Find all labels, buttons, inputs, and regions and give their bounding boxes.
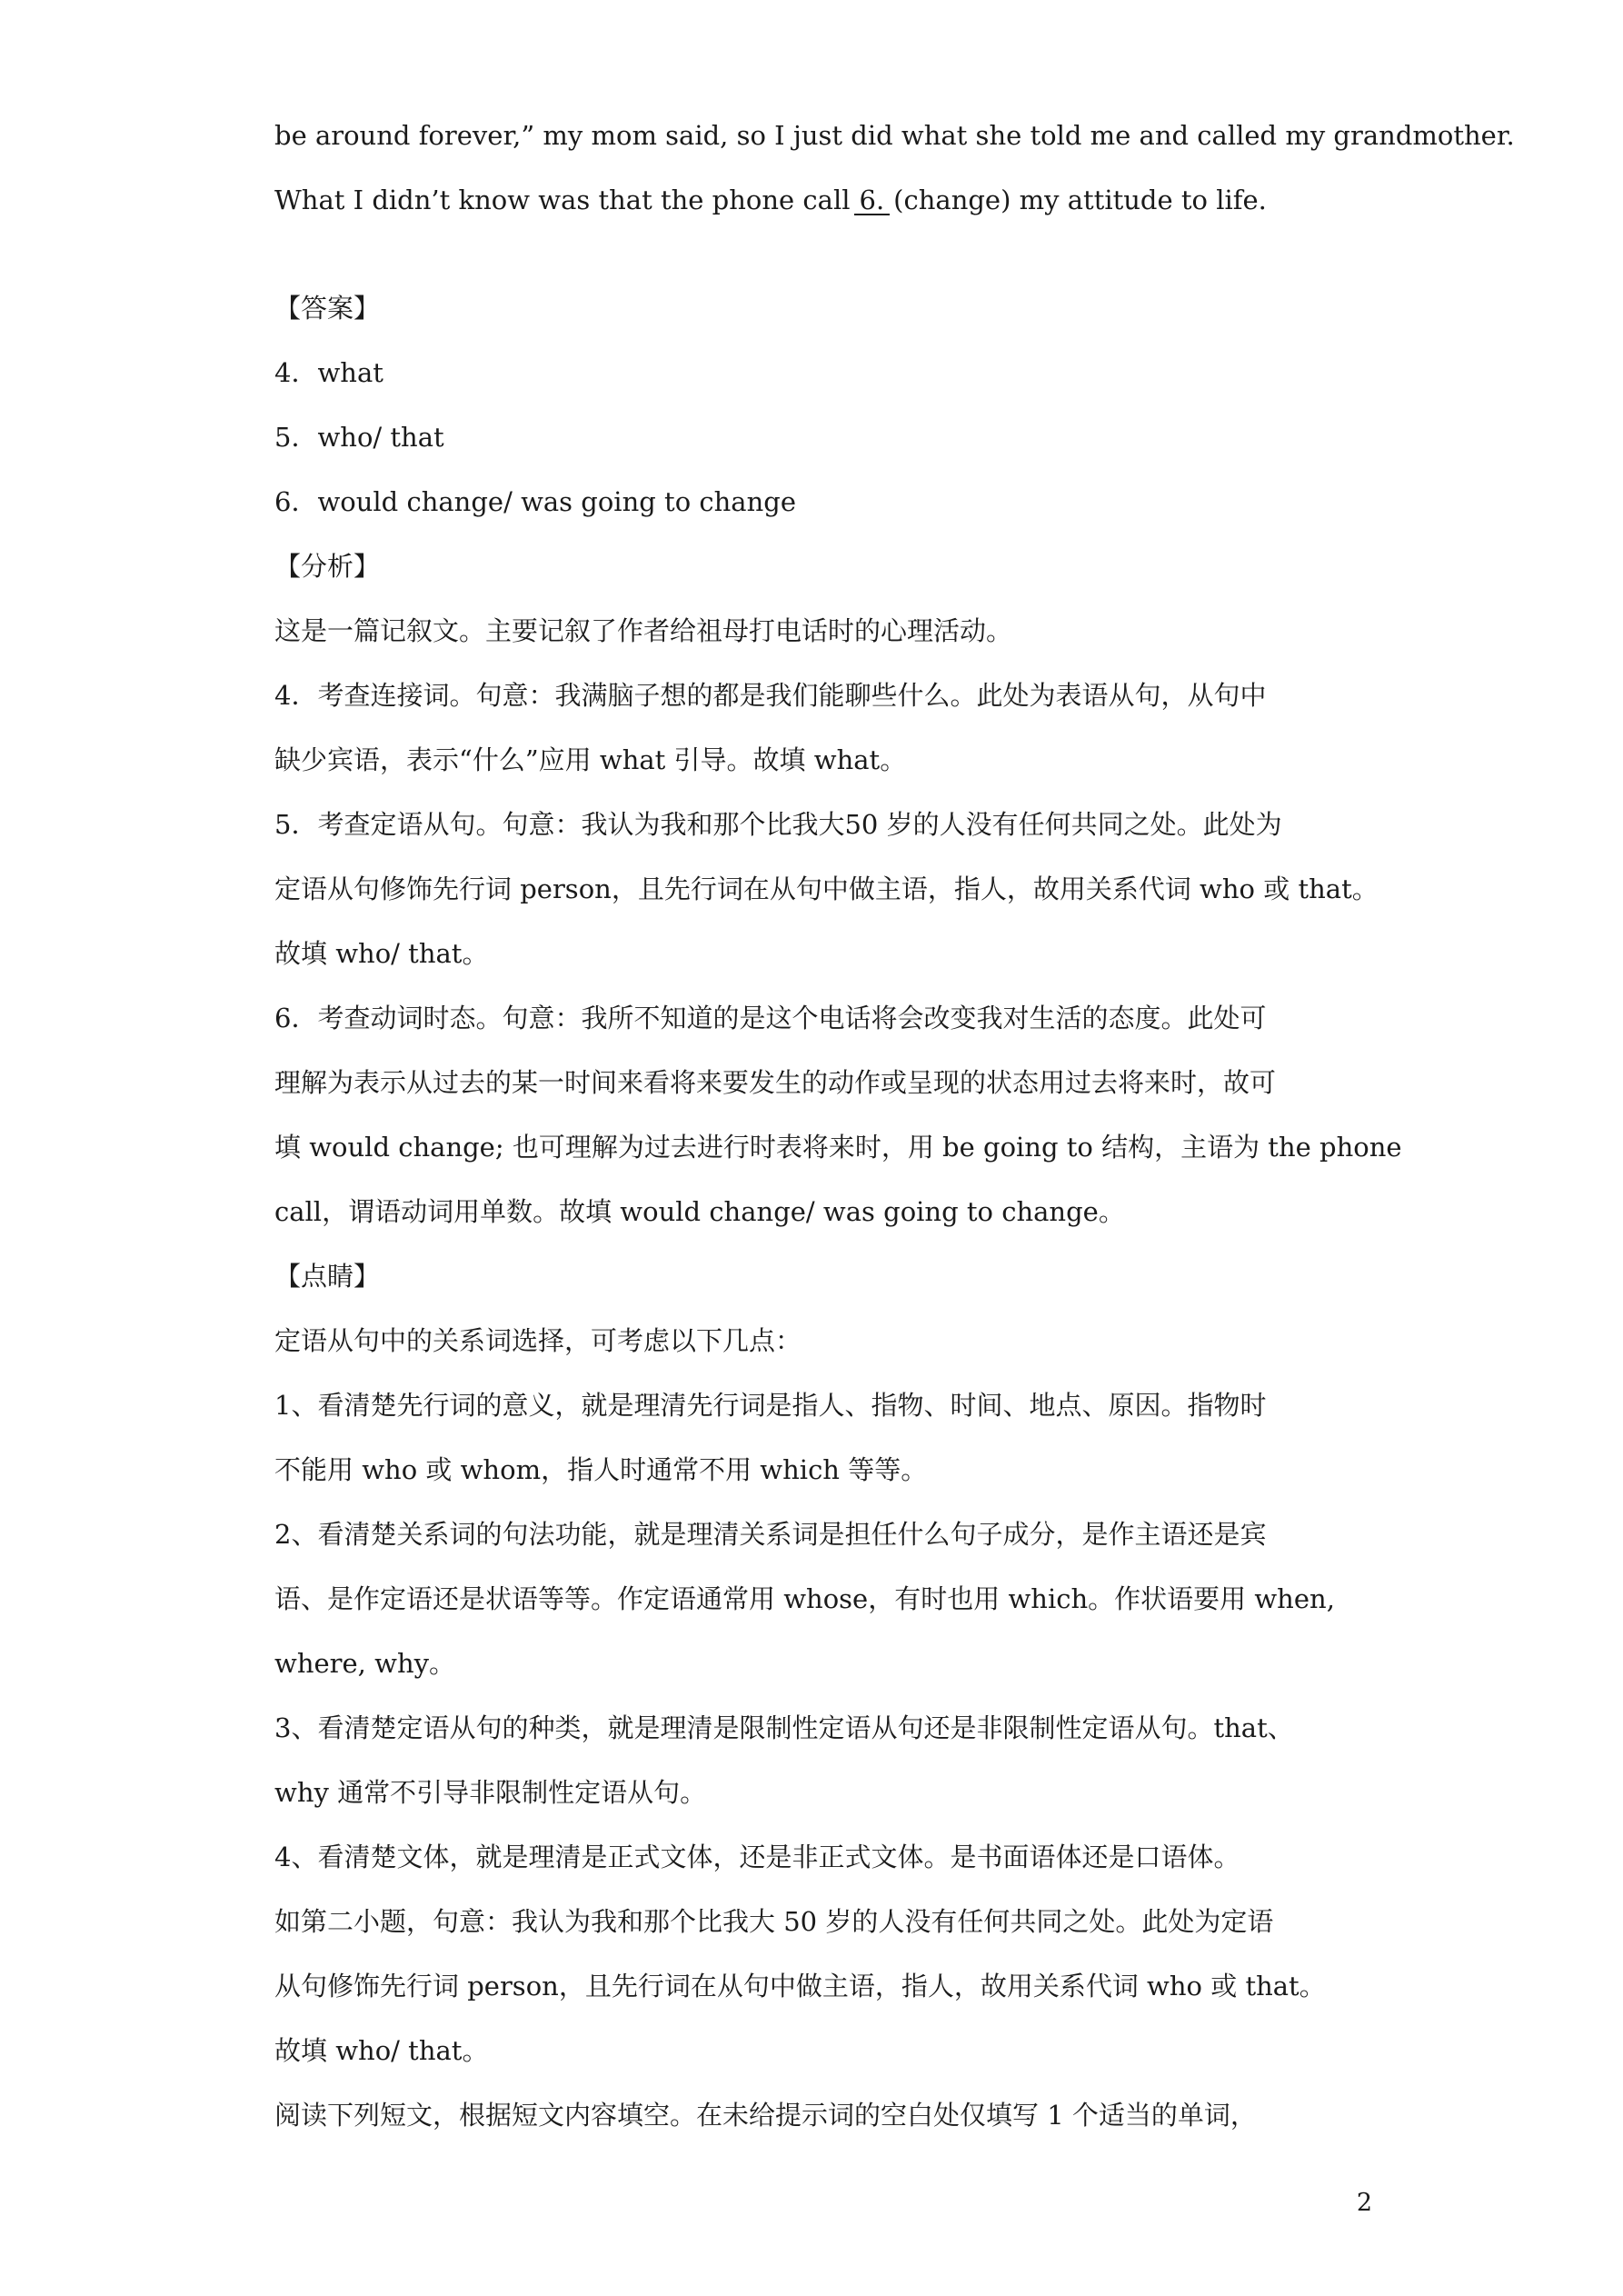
passage-line <box>274 168 1365 233</box>
page-number: 2 <box>1356 2189 1372 2217</box>
tips-line: 故填 who/ that。 <box>274 2035 489 2066</box>
tips-line: 2、看清楚关系词的句法功能，就是理清关系词是担任什么句子成分，是作主语还是宾 <box>274 1519 1267 1550</box>
tips-line: 4、看清楚文体，就是理清是正式文体，还是非正式文体。是书面语体还是口语体。 <box>274 1842 1240 1872</box>
tips-heading: 【点睛】 <box>274 1261 381 1292</box>
analysis-line: 缺少宾语，表示“什么”应用 what 引导。故填 what。 <box>274 744 907 775</box>
tips-line: 不能用 who 或 whom，指人时通常不用 which 等等。 <box>274 1454 928 1485</box>
page-content <box>274 104 1515 2148</box>
analysis-line: 理解为表示从过去的某一时间来看将来要发生的动作或呈现的状态用过去将来时，故可 <box>274 1067 1277 1098</box>
tips-line: why 通常不引导非限制性定语从句。 <box>274 1777 707 1808</box>
analysis-line: 定语从句修饰先行词 person，且先行词在从句中做主语，指人，故用关系代词 who 或 that。 <box>274 873 1379 904</box>
tips-line: 3、看清楚定语从句的种类，就是理清是限制性定语从句还是非限制性定语从句。that、 <box>274 1712 1294 1743</box>
passage-text: (change) my attitude to life. <box>893 185 1267 215</box>
tips-line: 1、看清楚先行词的意义，就是理清先行词是指人、指物、时间、地点、原因。指物时 <box>274 1390 1267 1421</box>
analysis-line: 4．考查连接词。句意：我满脑子想的都是我们能聊些什么。此处为表语从句，从句中 <box>274 680 1267 711</box>
answer-blank: 6. <box>854 186 891 215</box>
answer-item: 5．who/ that <box>274 422 444 453</box>
analysis-line: 6．考查动词时态。句意：我所不知道的是这个电话将会改变我对生活的态度。此处可 <box>274 1003 1267 1033</box>
passage-line: be around forever,” my mom said, so I just did what she told me and called my grandmother. <box>274 120 1515 151</box>
tips-line: 从句修饰先行词 person，且先行词在从句中做主语，指人，故用关系代词 who 或 that。 <box>274 1971 1326 2002</box>
analysis-heading: 【分析】 <box>274 551 381 582</box>
tips-line: where, why。 <box>274 1648 456 1679</box>
tips-line: 如第二小题，句意：我认为我和那个比我大 50 岁的人没有任何共同之处。此处为定语 <box>274 1906 1274 1937</box>
analysis-line: call，谓语动词用单数。故填 would change/ was going to change。 <box>274 1196 1125 1227</box>
analysis-line: 填 would change; 也可理解为过去进行时表将来时，用 be going to 结构，主语为 the phone <box>274 1132 1402 1163</box>
answer-item: 6．would change/ was going to change <box>274 486 796 517</box>
next-question-instruction: 阅读下列短文，根据短文内容填空。在未给提示词的空白处仅填写 1 个适当的单词， <box>274 2100 1257 2131</box>
analysis-line: 5．考查定语从句。句意：我认为我和那个比我大50 岁的人没有任何共同之处。此处为 <box>274 809 1282 840</box>
answer-item: 4．what <box>274 357 383 388</box>
tips-line: 语、是作定语还是状语等等。作定语通常用 whose，有时也用 which。作状语要用 when, <box>274 1583 1335 1614</box>
analysis-line: 故填 who/ that。 <box>274 938 489 969</box>
answer-heading: 【答案】 <box>274 293 381 324</box>
passage-text: What I didn’t know was that the phone call <box>274 185 851 215</box>
tips-line: 定语从句中的关系词选择，可考虑以下几点： <box>274 1325 802 1356</box>
analysis-line: 这是一篇记叙文。主要记叙了作者给祖母打电话时的心理活动。 <box>274 615 1013 646</box>
